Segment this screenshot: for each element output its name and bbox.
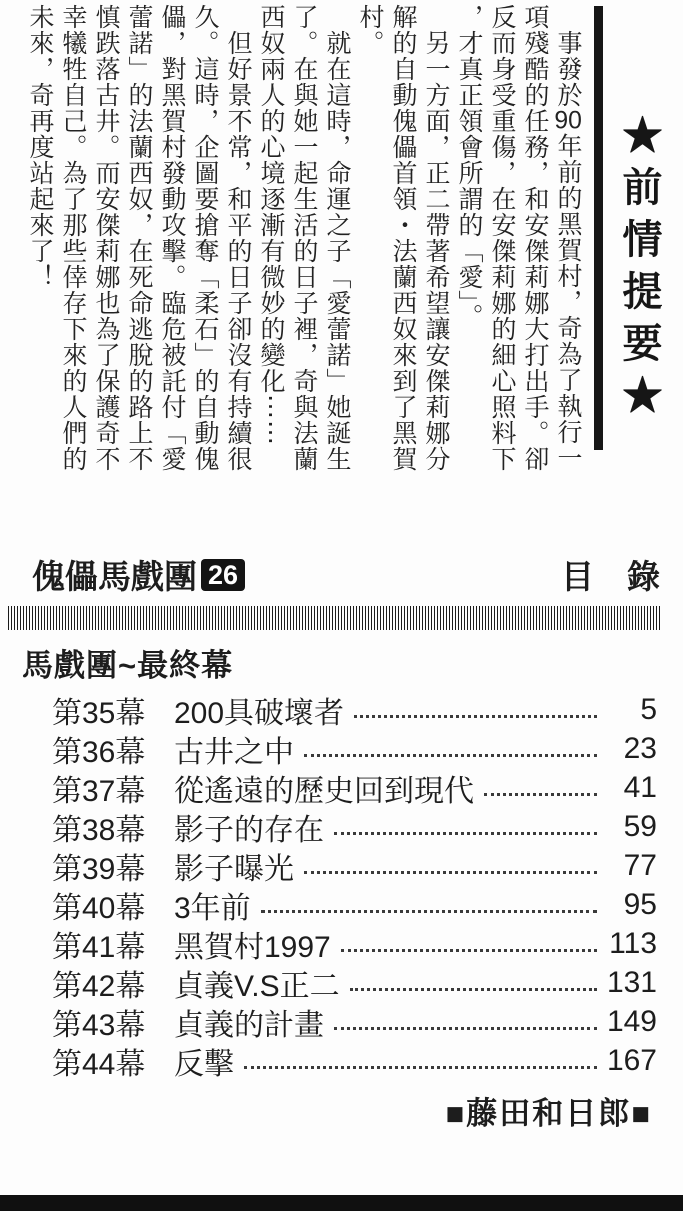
chapter-title: 黑賀村1997	[174, 930, 331, 964]
chapter-title: 影子的存在	[174, 813, 324, 847]
chapter-number: 第37幕	[52, 774, 146, 808]
chapter-number: 第41幕	[52, 930, 146, 964]
author-credit: ■藤田和日郎■	[445, 1096, 652, 1131]
summary-column: 反而身受重傷，在安傑莉娜的細心照料下	[488, 4, 516, 472]
toc-entry	[52, 1002, 657, 1041]
page-number: 23	[623, 731, 657, 765]
toc-header	[32, 551, 660, 598]
dotted-leader	[304, 871, 597, 874]
chapter-number: 第40幕	[52, 891, 146, 925]
dotted-leader	[304, 754, 597, 757]
series-name: 傀儡馬戲團	[32, 558, 197, 595]
dotted-leader	[244, 1066, 597, 1069]
chapter-title: 古井之中	[174, 735, 294, 769]
toc-entry	[52, 768, 657, 807]
summary-column: 另一方面，正二帶著希望讓安傑莉娜分	[422, 30, 450, 472]
chapter-number: 第35幕	[52, 696, 146, 730]
chapter-number: 第38幕	[52, 813, 146, 847]
toc-entry	[52, 1041, 657, 1080]
summary-heading: ★前情提要★	[617, 114, 661, 426]
decorative-stripe-band	[8, 606, 660, 630]
page-number: 113	[609, 926, 657, 960]
chapter-number: 第42幕	[52, 969, 146, 1003]
page-number: 167	[606, 1043, 657, 1077]
toc-label: 目 錄	[561, 558, 660, 595]
vertical-divider-bar	[594, 6, 603, 450]
summary-column: 村。	[356, 4, 384, 56]
summary-column: 西奴兩人的心境逐漸有微妙的變化⋯⋯	[257, 4, 285, 446]
summary-column: 了。在與她一起生活的日子裡，奇與法蘭	[290, 4, 318, 472]
page-number: 41	[623, 770, 657, 804]
summary-column: 就在這時，命運之子「愛蕾諾」她誕生	[323, 30, 351, 472]
toc-entry	[52, 846, 657, 885]
chapter-title: 貞義的計畫	[174, 1008, 324, 1042]
summary-column: 未來，奇再度站起來了！	[26, 4, 54, 290]
chapter-title: 200具破壞者	[174, 696, 345, 730]
summary-column: 解的自動傀儡首領・法蘭西奴來到了黑賀	[389, 4, 417, 472]
dotted-leader	[341, 949, 597, 952]
story-summary-inner	[10, 4, 668, 482]
chapter-number: 第43幕	[52, 1008, 146, 1042]
chapter-number: 第39幕	[52, 852, 146, 886]
chapter-title: 貞義V.S正二	[174, 969, 340, 1003]
dotted-leader	[350, 988, 597, 991]
summary-text-columns	[23, 4, 584, 474]
dotted-leader	[334, 832, 597, 835]
toc-entry	[52, 885, 657, 924]
chapter-title: 3年前	[174, 891, 251, 925]
toc-list	[52, 690, 657, 1080]
toc-entry	[52, 963, 657, 1002]
toc-entry	[52, 690, 657, 729]
toc-entry	[52, 729, 657, 768]
toc-entry	[52, 807, 657, 846]
page-number: 131	[606, 965, 657, 999]
page-number: 95	[623, 887, 657, 921]
dotted-leader	[261, 910, 597, 913]
chapter-number: 第36幕	[52, 735, 146, 769]
summary-column: 儡，對黑賀村發動攻擊。臨危被託付「愛	[158, 4, 186, 472]
dotted-leader	[354, 715, 597, 718]
page-number: 5	[640, 692, 657, 726]
page-number: 149	[606, 1004, 657, 1038]
page-edge-bar	[0, 1195, 683, 1211]
summary-column: 項殘酷的任務，和安傑莉娜大打出手。卻	[521, 4, 549, 472]
page-number: 77	[623, 848, 657, 882]
summary-column: 事發於90年前的黑賀村，奇為了執行一	[554, 30, 582, 471]
summary-column: 蕾諾」的法蘭西奴，在死命逃脫的路上不	[125, 4, 153, 472]
summary-column: 幸犧牲自己。為了那些倖存下來的人們的	[59, 4, 87, 472]
page-number: 59	[623, 809, 657, 843]
toc-entry	[52, 924, 657, 963]
chapter-number: 第44幕	[52, 1047, 146, 1081]
chapter-title: 反擊	[174, 1047, 234, 1081]
tate-chu-yoko-digits: 90	[554, 108, 582, 133]
volume-badge: 26	[201, 559, 245, 591]
summary-column: 慎跌落古井。而安傑莉娜也為了保護奇不	[92, 4, 120, 472]
series-title	[32, 551, 245, 598]
summary-column: 久。這時，企圖要搶奪「柔石」的自動傀	[191, 4, 219, 472]
summary-column: 但好景不常，和平的日子卻沒有持續很	[224, 30, 252, 472]
story-summary-section	[10, 4, 668, 482]
chapter-title: 從遙遠的歷史回到現代	[174, 774, 474, 808]
dotted-leader	[334, 1027, 597, 1030]
summary-column: ，才真正領會所謂的「愛」。	[455, 4, 483, 330]
dotted-leader	[484, 793, 597, 796]
arc-title: 馬戲團~最終幕	[22, 648, 234, 683]
chapter-title: 影子曝光	[174, 852, 294, 886]
